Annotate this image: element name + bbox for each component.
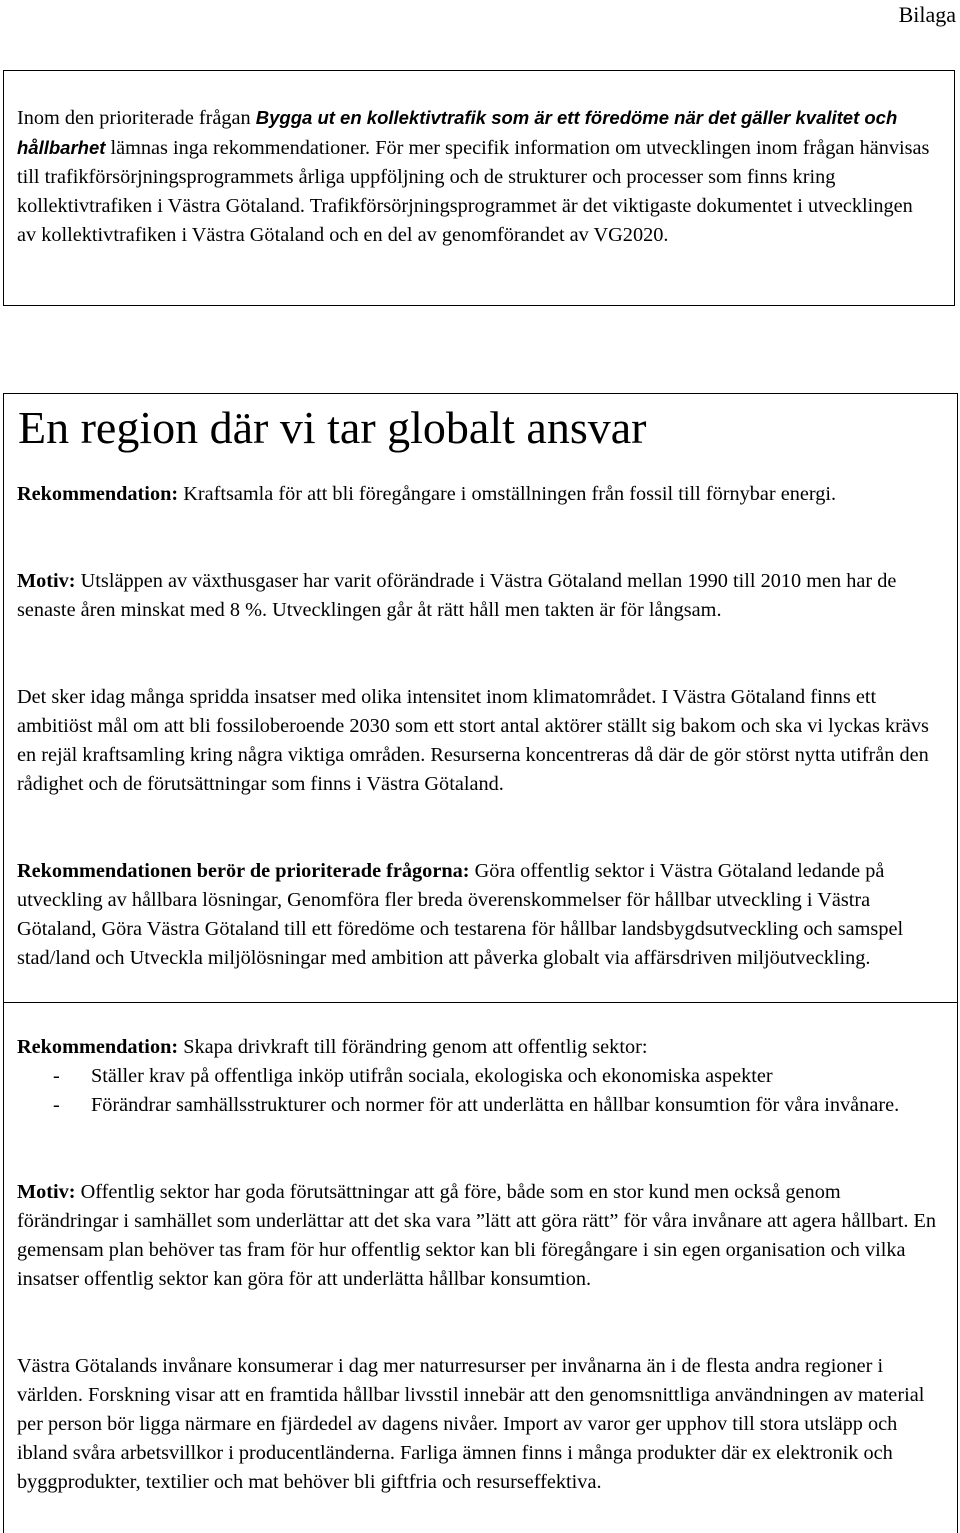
list-dash: -	[53, 1065, 60, 1087]
paragraph-2: Västra Götalands invånare konsumerar i dag mer naturresurser per invånarna än i de flesta andra regioner i världen. Forskning visar att en framtida hållbar livsstil innebär att den genomsnittliga användningen av material per person bör ligga närmare en fjärdedel av dagens nivåer. Import av varor ger upphov till stora utsläpp och ibland svåra arbetsvillkor i producentländerna. Farliga ämnen finns i många produkter där ex elektronik och byggprodukter, textilier och mat behöver bli giftfria och resurseffektiva.	[17, 1355, 925, 1493]
recommendation-1-text: Kraftsamla för att bli föregångare i omställningen från fossil till förnybar energi.	[178, 483, 837, 505]
motive-1-label: Motiv:	[17, 570, 76, 592]
motive-2-label: Motiv:	[17, 1181, 76, 1203]
intro-paragraph	[17, 103, 932, 250]
motive-1-text: Utsläppen av växthusgaser har varit oförändrade i Västra Götaland mellan 1990 till 2010 men har de senaste åren minskat med 8 %. Utvecklingen går åt rätt håll men takten är för långsam.	[17, 570, 897, 621]
divider	[4, 1002, 957, 1003]
intro-text-before: Inom den prioriterade frågan	[17, 107, 256, 129]
paragraph-1: Det sker idag många spridda insatser med olika intensitet inom klimatområdet. I Västra Götaland finns ett ambitiöst mål om att bli fossiloberoende 2030 som ett stort antal aktörer ställt sig bakom och ska vi lyckas krävs en rejäl kraftsamling kring några viktiga områden. Resurserna koncentreras då där de gör störst nytta utifrån den rådighet och de förutsättningar som finns i Västra Götaland.	[17, 686, 929, 795]
motive-1	[17, 567, 947, 625]
concerns-1-text: Göra offentlig sektor i Västra Götaland ledande på utveckling av hållbara lösningar, Genomföra fler breda överenskommelser för hållbar utveckling i Västra Götaland, Göra Västra Götaland till ett föredöme och testarena för hållbar landsbygdsutveckling och samspel stad/land och Utveckla miljölösningar med ambition att påverka globalt via affärsdriven miljöutveckling.	[17, 860, 904, 969]
list-item	[17, 1091, 947, 1120]
list-item-text: Förändrar samhällsstrukturer och normer för att underlätta en hållbar konsumtion för våra invånare.	[91, 1094, 900, 1116]
concerns-1-label: Rekommendationen berör de prioriterade frågorna:	[17, 860, 470, 882]
recommendation-2-text: Skapa drivkraft till förändring genom att offentlig sektor:	[178, 1036, 648, 1058]
motive-2-text: Offentlig sektor har goda förutsättningar att gå före, både som en stor kund men också genom förändringar i samhället som underlättar att det ska vara ”lätt att göra rätt” för våra invånare att agera hållbart. En gemensam plan behöver tas fram för hur offentlig sektor kan bli föregångare i sin egen organisation och vilka insatser offentlig sektor kan göra för att underlätta hållbar konsumtion.	[17, 1181, 936, 1290]
recommendation-1	[17, 480, 947, 509]
list-dash: -	[53, 1094, 60, 1116]
intro-emphasis: Bygga ut en kollektivtrafik som är ett föredöme när det gäller kvalitet och hållbarhet	[17, 107, 898, 158]
list-item	[17, 1062, 947, 1091]
list-item-text: Ställer krav på offentliga inköp utifrån sociala, ekologiska och ekonomiska aspekter	[91, 1065, 773, 1087]
intro-box	[3, 70, 955, 306]
recommendation-2-list	[17, 1062, 947, 1120]
recommendation-2-label: Rekommendation:	[17, 1036, 179, 1058]
section-title: En region där vi tar globalt ansvar	[18, 402, 647, 453]
appendix-label: Bilaga	[898, 2, 956, 27]
intro-text-after: lämnas inga rekommendationer. För mer specifik information om utvecklingen inom frågan hänvisas till trafikförsörjningsprogrammets årliga uppföljning och de strukturer och processer som finns kring kollektivtrafiken i Västra Götaland. Trafikförsörjningsprogrammet är det viktigaste dokumentet i utvecklingen av kollektivtrafiken i Västra Götaland och en del av genomförandet av VG2020.	[17, 137, 930, 246]
recommendation-2	[17, 1033, 947, 1062]
motive-2	[17, 1178, 947, 1294]
recommendation-1-label: Rekommendation:	[17, 483, 179, 505]
concerns-1	[17, 857, 947, 973]
section-box	[3, 393, 958, 1533]
